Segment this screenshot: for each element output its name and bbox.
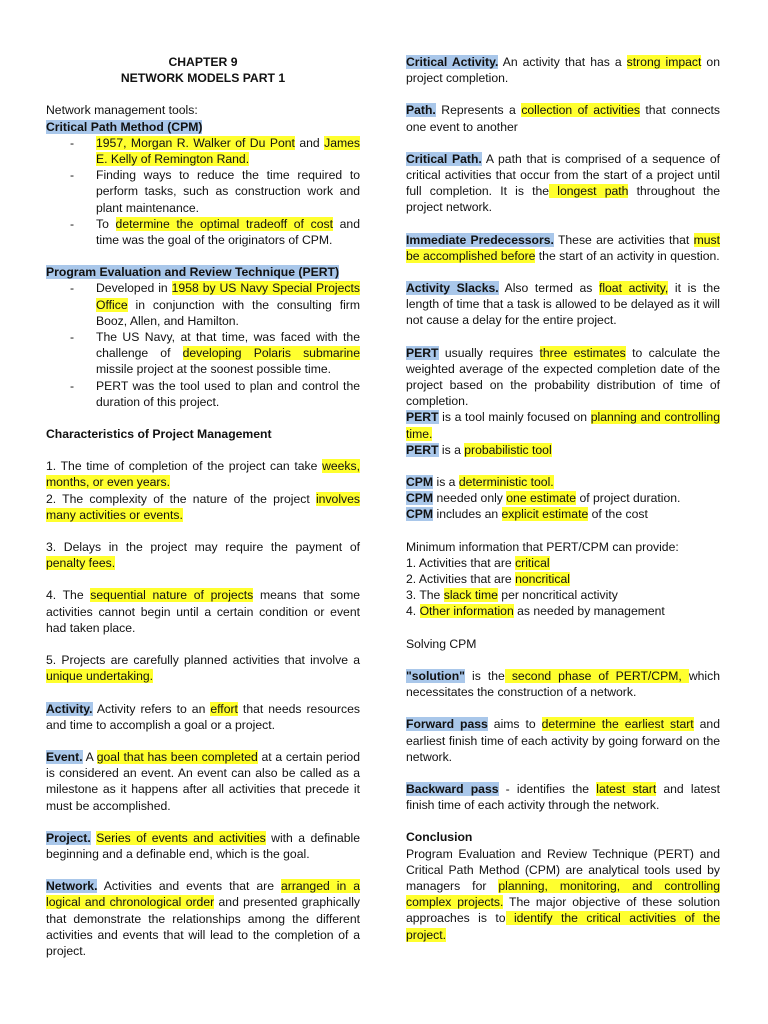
- definition-forward-pass: Forward pass aims to determine the earliest start and earliest finish time of each activity by going forward on the network.: [406, 717, 720, 764]
- definition-project: Project. Series of events and activities with a definable beginning and a definable end, which is the goal.: [46, 830, 360, 861]
- right-column: [406, 54, 720, 943]
- characteristic-5: 5. Projects are carefully planned activities that involve a unique undertaking.: [46, 653, 360, 684]
- chapter-title: NETWORK MODELS PART 1: [120, 71, 286, 86]
- definition-activity: Activity. Activity refers to an effort that needs resources and time to accomplish a goal or a project.: [46, 701, 360, 732]
- cpm-fact-3: CPM includes an explicit estimate of the cost: [406, 507, 648, 522]
- cpm-fact-1: CPM is a deterministic tool.: [406, 475, 554, 490]
- cpm-list: [46, 135, 360, 248]
- definition-event: Event. A goal that has been completed at a certain period is considered an event. An event can also be called as a milestone as it happens after all activities that precede it must be accomplished.: [46, 749, 360, 813]
- definition-solution: "solution" is the second phase of PERT/CPM, which necessitates the construction of a network.: [406, 668, 720, 700]
- pert-fact-2: PERT is a tool mainly focused on planning and controlling time.: [406, 410, 720, 441]
- minimum-info-2: 2. Activities that are noncritical: [406, 572, 570, 587]
- solving-cpm-heading: Solving CPM: [406, 636, 477, 651]
- minimum-info-intro: Minimum information that PERT/CPM can provide:: [406, 539, 679, 554]
- pert-fact-3: PERT is a probabilistic tool: [406, 442, 552, 457]
- characteristic-2: 2. The complexity of the nature of the project involves many activities or events.: [46, 491, 360, 522]
- conclusion-heading: Conclusion: [406, 830, 473, 845]
- definition-backward-pass: Backward pass - identifies the latest start and latest finish time of each activity through the network.: [406, 781, 720, 813]
- characteristic-3: 3. Delays in the project may require the payment of penalty fees.: [46, 540, 360, 571]
- characteristic-1: 1. The time of completion of the project can take weeks, months, or even years.: [46, 459, 360, 490]
- list-item: - Developed in 1958 by US Navy Special Projects Office in conjunction with the consulting firm Booz, Allen, and Hamilton.: [96, 280, 360, 329]
- pert-fact-1: PERT usually requires three estimates to calculate the weighted average of the expected completion date of the project based on the probability distribution of time of completion.: [406, 345, 720, 409]
- left-column: [46, 54, 360, 959]
- minimum-info-3: 3. The slack time per noncritical activity: [406, 588, 618, 603]
- list-item: - 1957, Morgan R. Walker of Du Pont and James E. Kelly of Remington Rand.: [96, 135, 360, 167]
- list-item: - To determine the optimal tradeoff of cost and time was the goal of the originators of CPM.: [96, 216, 360, 248]
- cpm-heading: Critical Path Method (CPM): [46, 119, 203, 134]
- minimum-info-4: 4. Other information as needed by management: [406, 604, 665, 619]
- characteristics-heading: Characteristics of Project Management: [46, 427, 272, 442]
- definition-activity-slacks: Activity Slacks. Also termed as float activity, it is the length of time that a task is allowed to be delayed as it will not cause a delay for the entire project.: [406, 281, 720, 328]
- minimum-info-1: 1. Activities that are critical: [406, 555, 550, 570]
- characteristic-4: 4. The sequential nature of projects means that some activities cannot begin until a certain condition or event had taken place.: [46, 588, 361, 635]
- definition-immediate-predecessors: Immediate Predecessors. These are activities that must be accomplished before the start of an activity in question.: [406, 232, 720, 263]
- definition-network: Network. Activities and events that are arranged in a logical and chronological order and presented graphically that demonstrate the relationships among the different activities and events that will lead to the completion of a project.: [46, 879, 360, 958]
- pert-heading: Program Evaluation and Review Technique (PERT): [46, 265, 340, 280]
- list-item: - PERT was the tool used to plan and control the duration of this project.: [96, 378, 360, 410]
- cpm-fact-2: CPM needed only one estimate of project duration.: [406, 491, 681, 506]
- list-item: - The US Navy, at that time, was faced with the challenge of developing Polaris submarine missile project at the soonest possible time.: [96, 329, 360, 378]
- intro-text: Network management tools:: [46, 103, 198, 118]
- chapter-number: CHAPTER 9: [168, 55, 238, 69]
- conclusion-text: Program Evaluation and Review Technique (PERT) and Critical Path Method (CPM) are analytical tools used by managers for planning, monitoring, and controlling complex projects. The major objective of these solution approaches is to identify the critical activities of the project.: [406, 846, 720, 942]
- definition-critical-activity: Critical Activity. An activity that has a strong impact on project completion.: [406, 55, 720, 86]
- list-item: - Finding ways to reduce the time required to perform tasks, such as construction work and plant maintenance.: [96, 167, 360, 216]
- pert-list: [46, 280, 360, 410]
- definition-critical-path: Critical Path. A path that is comprised of a sequence of critical activities that occur from the start of a project until full completion. It is the longest path throughout the project network.: [406, 151, 721, 215]
- definition-path: Path. Represents a collection of activities that connects one event to another: [406, 103, 720, 134]
